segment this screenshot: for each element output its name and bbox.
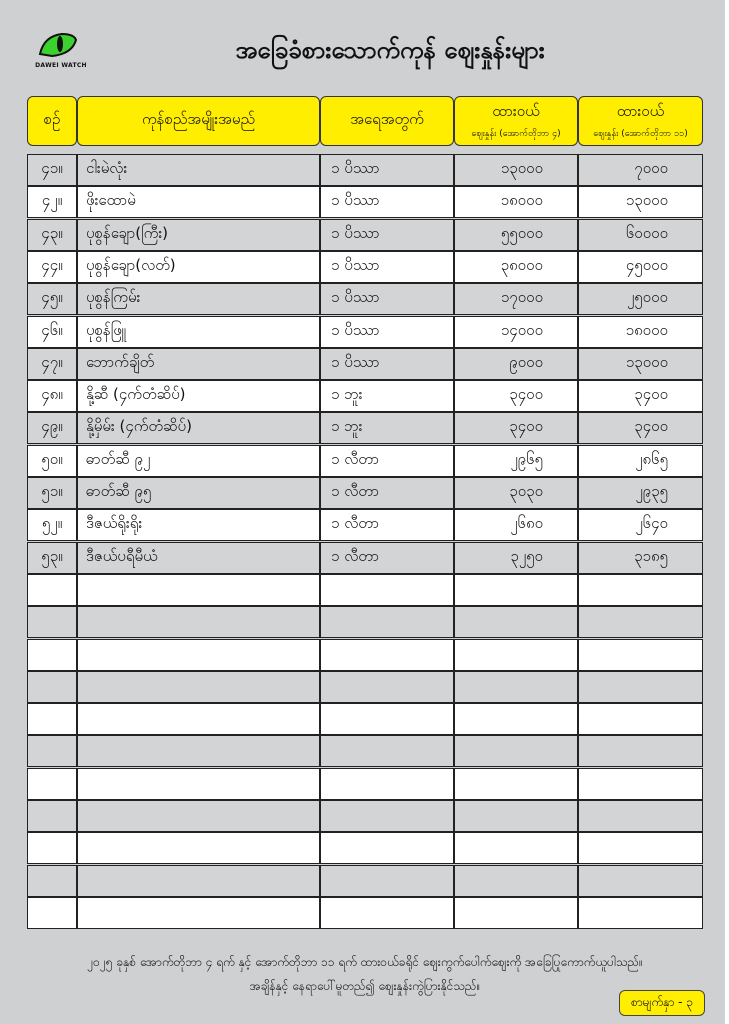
- cell-no: [27, 768, 77, 800]
- cell-quantity: [320, 800, 454, 832]
- cell-no: [27, 897, 77, 929]
- cell-quantity: ၁ ဘူး: [320, 412, 454, 444]
- table-row: [27, 800, 703, 832]
- cell-price-oct11: [578, 703, 703, 735]
- cell-price-oct11: ၃၁၈၅: [578, 542, 703, 574]
- table-row: [27, 897, 703, 929]
- cell-quantity: ၁ လီတာ: [320, 542, 454, 574]
- table-row: [27, 865, 703, 897]
- cell-quantity: ၁ ပိဿာ: [320, 219, 454, 251]
- table-row: [27, 219, 703, 251]
- cell-price-oct11: ၃၄၀၀: [578, 380, 703, 412]
- cell-no: [27, 574, 77, 606]
- table-row: [27, 316, 703, 348]
- cell-quantity: [320, 768, 454, 800]
- cell-price-oct4: ၃၄၀၀: [454, 380, 578, 412]
- cell-price-oct4: ၃၄၀၀: [454, 412, 578, 444]
- cell-quantity: [320, 574, 454, 606]
- cell-price-oct4: [454, 768, 578, 800]
- footer-line-2: အချိန်နှင့် နေရာပေါ်မူတည်၍ ဈေးနှုန်းကွဲပြားနိုင်သည်။: [249, 979, 481, 993]
- cell-price-oct4: ၉၀၀၀: [454, 348, 578, 380]
- cell-price-oct4: [454, 606, 578, 638]
- cell-item: ပုစွန်ချော(လတ်): [77, 251, 320, 283]
- cell-no: ၄၈။: [27, 380, 77, 412]
- cell-price-oct11: [578, 768, 703, 800]
- cell-price-oct4: ၃၂၅၀: [454, 542, 578, 574]
- cell-quantity: ၁ လီတာ: [320, 445, 454, 477]
- cell-item: [77, 671, 320, 703]
- table-row: [27, 186, 703, 218]
- cell-item: ဒီဇယ်ပရီမီယံ: [77, 542, 320, 574]
- table-row: [27, 477, 703, 509]
- cell-item: [77, 735, 320, 767]
- table-row: [27, 445, 703, 477]
- cell-item: [77, 832, 320, 864]
- cell-item: ပုစွန်ဖြူ: [77, 316, 320, 348]
- dawei-watch-logo: [30, 28, 90, 74]
- table-row: [27, 412, 703, 444]
- cell-quantity: [320, 671, 454, 703]
- cell-quantity: [320, 897, 454, 929]
- cell-no: ၄၉။: [27, 412, 77, 444]
- cell-no: [27, 606, 77, 638]
- cell-item: ဒီဇယ်ရိုးရိုး: [77, 509, 320, 541]
- cell-price-oct11: [578, 606, 703, 638]
- cell-no: ၄၆။: [27, 316, 77, 348]
- header-label: ကုန်စည်အမျိုးအမည်: [142, 110, 255, 128]
- header-sublabel: ဈေးနှုန်း (အောက်တိုဘာ ၄): [471, 128, 561, 139]
- cell-no: ၅၁။: [27, 477, 77, 509]
- cell-price-oct4: ၂၆၈၀: [454, 509, 578, 541]
- cell-quantity: [320, 865, 454, 897]
- header-sublabel: ဈေးနှုန်း (အောက်တိုဘာ ၁၁): [593, 128, 688, 139]
- table-row: [27, 348, 703, 380]
- cell-quantity: [320, 639, 454, 671]
- cell-price-oct4: ၁၃၀၀၀: [454, 154, 578, 186]
- cell-price-oct4: ၂၉၆၅: [454, 445, 578, 477]
- cell-item: [77, 897, 320, 929]
- cell-price-oct4: ၃၈၀၀၀: [454, 251, 578, 283]
- cell-no: [27, 639, 77, 671]
- cell-no: ၅၃။: [27, 542, 77, 574]
- cell-item: ဓာတ်ဆီ ၉၂: [77, 445, 320, 477]
- cell-price-oct4: [454, 574, 578, 606]
- cell-price-oct11: ၄၅၀၀၀: [578, 251, 703, 283]
- cell-price-oct4: ၃၀၃၀: [454, 477, 578, 509]
- header-cell-quantity: [320, 96, 454, 146]
- header-cell-item: [77, 96, 320, 146]
- cell-item: [77, 800, 320, 832]
- header-label: ထားဝယ်: [616, 101, 665, 120]
- cell-quantity: ၁ ပိဿာ: [320, 251, 454, 283]
- footer-note: [30, 950, 700, 998]
- cell-no: [27, 703, 77, 735]
- cell-quantity: ၁ ဘူး: [320, 380, 454, 412]
- table-row: [27, 542, 703, 574]
- cell-price-oct4: ၅၅၀၀၀: [454, 219, 578, 251]
- cell-price-oct4: [454, 735, 578, 767]
- table-row: [27, 735, 703, 767]
- cell-no: [27, 735, 77, 767]
- cell-price-oct11: ၁၈၀၀၀: [578, 316, 703, 348]
- eye-logo-icon: [38, 32, 78, 58]
- cell-no: ၅၀။: [27, 445, 77, 477]
- cell-price-oct11: [578, 800, 703, 832]
- cell-item: ပုစွန်ကြမ်း: [77, 283, 320, 315]
- cell-price-oct4: [454, 832, 578, 864]
- cell-price-oct11: ၂၆၄၀: [578, 509, 703, 541]
- table-row: [27, 509, 703, 541]
- cell-price-oct11: ၆၀၀၀၀: [578, 219, 703, 251]
- cell-item: နို့ဆီ (၄က်တံဆိပ်): [77, 380, 320, 412]
- cell-price-oct4: ၁၈၀၀၀: [454, 186, 578, 218]
- cell-no: ၄၄။: [27, 251, 77, 283]
- cell-quantity: ၁ ပိဿာ: [320, 316, 454, 348]
- cell-no: ၄၁။: [27, 154, 77, 186]
- logo-text: DAWEI WATCH: [35, 62, 87, 69]
- table-row: [27, 832, 703, 864]
- cell-quantity: ၁ ပိဿာ: [320, 348, 454, 380]
- table-row: [27, 154, 703, 186]
- cell-item: [77, 703, 320, 735]
- cell-quantity: ၁ လီတာ: [320, 509, 454, 541]
- cell-no: [27, 800, 77, 832]
- table-row: [27, 606, 703, 638]
- table-row: [27, 768, 703, 800]
- cell-price-oct11: [578, 639, 703, 671]
- cell-quantity: ၁ လီတာ: [320, 477, 454, 509]
- header-cell-price-oct4: [454, 96, 578, 146]
- cell-price-oct4: ၁၇၀၀၀: [454, 283, 578, 315]
- cell-quantity: [320, 703, 454, 735]
- table-row: [27, 671, 703, 703]
- cell-quantity: [320, 832, 454, 864]
- footer-line-1: ၂၀၂၅ ခုနှစ် အောက်တိုဘာ ၄ ရက် နှင့် အောက်တိုဘာ ၁၁ ရက် ထားဝယ်ခရိုင် ဈေးကွက်ပေါက်ဈေးကို အခြေပြုကောက်ယူပါသည်။: [87, 955, 643, 969]
- header-label: စဉ်: [43, 110, 61, 128]
- cell-item: ငါးမဲလုံး: [77, 154, 320, 186]
- cell-no: [27, 671, 77, 703]
- cell-price-oct11: ၂၅၀၀၀: [578, 283, 703, 315]
- table-row: [27, 380, 703, 412]
- cell-quantity: [320, 606, 454, 638]
- cell-price-oct4: [454, 800, 578, 832]
- cell-price-oct11: [578, 574, 703, 606]
- cell-price-oct11: ၁၃၀၀၀: [578, 186, 703, 218]
- cell-no: [27, 832, 77, 864]
- cell-item: ဘောက်ချိတ်: [77, 348, 320, 380]
- cell-price-oct11: [578, 897, 703, 929]
- cell-quantity: ၁ ပိဿာ: [320, 283, 454, 315]
- cell-no: ၄၂။: [27, 186, 77, 218]
- table-row: [27, 703, 703, 735]
- cell-price-oct4: [454, 639, 578, 671]
- table-row: [27, 251, 703, 283]
- cell-price-oct4: [454, 703, 578, 735]
- header-label: အရေအတွက်: [350, 110, 424, 128]
- cell-price-oct4: ၁၄၀၀၀: [454, 316, 578, 348]
- cell-price-oct4: [454, 897, 578, 929]
- page-title: အခြေခံစားသောက်ကုန် ဈေးနှုန်းများ: [235, 36, 545, 64]
- page-number-badge: စာမျက်နှာ - ၃: [619, 990, 705, 1016]
- cell-price-oct11: ၁၃၀၀၀: [578, 348, 703, 380]
- cell-price-oct4: [454, 671, 578, 703]
- cell-price-oct11: [578, 735, 703, 767]
- header-cell-price-oct11: [578, 96, 703, 146]
- cell-price-oct11: ၂၉၃၅: [578, 477, 703, 509]
- cell-quantity: [320, 735, 454, 767]
- cell-no: ၄၇။: [27, 348, 77, 380]
- cell-price-oct11: [578, 832, 703, 864]
- cell-price-oct11: [578, 865, 703, 897]
- cell-no: ၄၅။: [27, 283, 77, 315]
- cell-price-oct11: ၇၀၀၀: [578, 154, 703, 186]
- table-row: [27, 639, 703, 671]
- header-cell-no: [27, 96, 77, 146]
- cell-item: [77, 865, 320, 897]
- cell-item: ဖိုးထောမဲ: [77, 186, 320, 218]
- cell-item: [77, 574, 320, 606]
- cell-item: ပုစွန်ချော(ကြီး): [77, 219, 320, 251]
- cell-item: [77, 768, 320, 800]
- cell-price-oct11: [578, 671, 703, 703]
- cell-no: ၅၂။: [27, 509, 77, 541]
- table-row: [27, 283, 703, 315]
- cell-no: ၄၃။: [27, 219, 77, 251]
- cell-quantity: ၁ ပိဿာ: [320, 154, 454, 186]
- cell-item: [77, 606, 320, 638]
- cell-price-oct4: [454, 865, 578, 897]
- table-row: [27, 574, 703, 606]
- cell-item: နို့မှိမ်း (၄က်တံဆိပ်): [77, 412, 320, 444]
- cell-price-oct11: ၂၈၆၅: [578, 445, 703, 477]
- cell-item: ဓာတ်ဆီ ၉၅: [77, 477, 320, 509]
- cell-price-oct11: ၃၄၀၀: [578, 412, 703, 444]
- cell-item: [77, 639, 320, 671]
- cell-quantity: ၁ ပိဿာ: [320, 186, 454, 218]
- cell-no: [27, 865, 77, 897]
- header-label: ထားဝယ်: [492, 101, 540, 120]
